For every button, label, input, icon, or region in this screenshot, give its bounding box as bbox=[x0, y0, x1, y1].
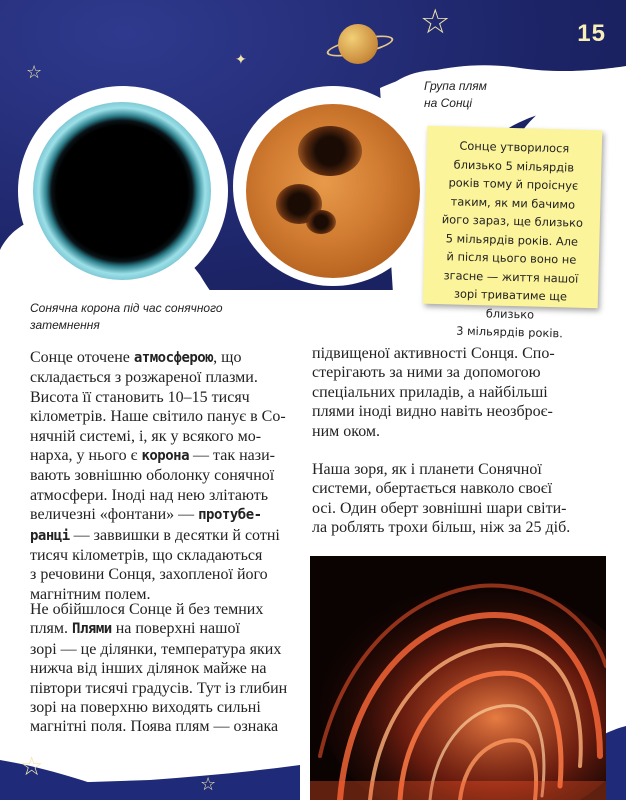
keyword-spots: Плями bbox=[72, 621, 112, 638]
star-icon: ☆ bbox=[200, 774, 217, 795]
sunspot-caption: Група плям на Сонці bbox=[424, 79, 487, 110]
solar-prominence-photo bbox=[310, 556, 606, 800]
right-paragraph-2: Наша зоря, як і планети Сонячної системи, обертається навколо своєї осі. Один оберт зовнішні шари світи- ла роблять трохи більш, ніж за 25 діб. bbox=[312, 461, 571, 537]
solar-eclipse-image bbox=[33, 102, 211, 280]
left-paragraph-1: Сонце оточене атмосферою, що складається з розжареної плазми. Висота її становить 10–15 тисяч кілометрів. Наше світило панує в Со- нячній системі, і, як у всякого мо- нарха, у нього є корона — так нази- вають зовнішню оболонку сонячної атмосфери. Іноді над нею злітають величезні «фонтани» — протубе- ранці — заввишки в десятки й сотні тисяч кілометрів, що складаються з речовини Сонця, захопленої його магнітним полем. bbox=[30, 349, 286, 603]
keyword-prominences-1: протубе- bbox=[198, 507, 262, 524]
eclipse-caption: Сонячна корона під час сонячного затемнення bbox=[30, 301, 223, 332]
star-icon: ☆ bbox=[420, 2, 451, 42]
sunspot-image bbox=[246, 104, 420, 278]
star-icon: ✦ bbox=[235, 52, 247, 68]
planet-icon bbox=[338, 24, 378, 64]
star-icon: ☆ bbox=[26, 62, 43, 83]
sticky-note-text: Сонце утворилося близько 5 мільярдів років тому й проіснує таким, як ми бачимо його зараз, ще близько 5 мільярдів років. Але й після цього воно не згасне — життя нашої зорі триватиме ще близько 3 мільярдів років. bbox=[441, 138, 584, 341]
page-number: 15 bbox=[577, 20, 606, 47]
star-icon: ☆ bbox=[20, 752, 44, 782]
left-paragraph-2: Не обійшлося Сонце й без темних плям. Плями на поверхні нашої зорі — це ділянки, температура яких нижча від інших ділянок майже на півтори тисячі градусів. Тут із глибин зорі на поверхню виходять сильні магнітні поля. Поява плям — ознака bbox=[30, 601, 288, 736]
keyword-atmosphere: атмосферою bbox=[133, 350, 214, 366]
keyword-prominences-2: ранці bbox=[30, 527, 70, 544]
right-paragraph-1: підвищеної активності Сонця. Спо- стерігають за ними за допомогою спеціальних приладів, а найбільші плями іноді видно навіть неозброє- ним оком. bbox=[312, 345, 555, 440]
sticky-note bbox=[423, 126, 603, 341]
keyword-corona: корона bbox=[141, 448, 190, 465]
